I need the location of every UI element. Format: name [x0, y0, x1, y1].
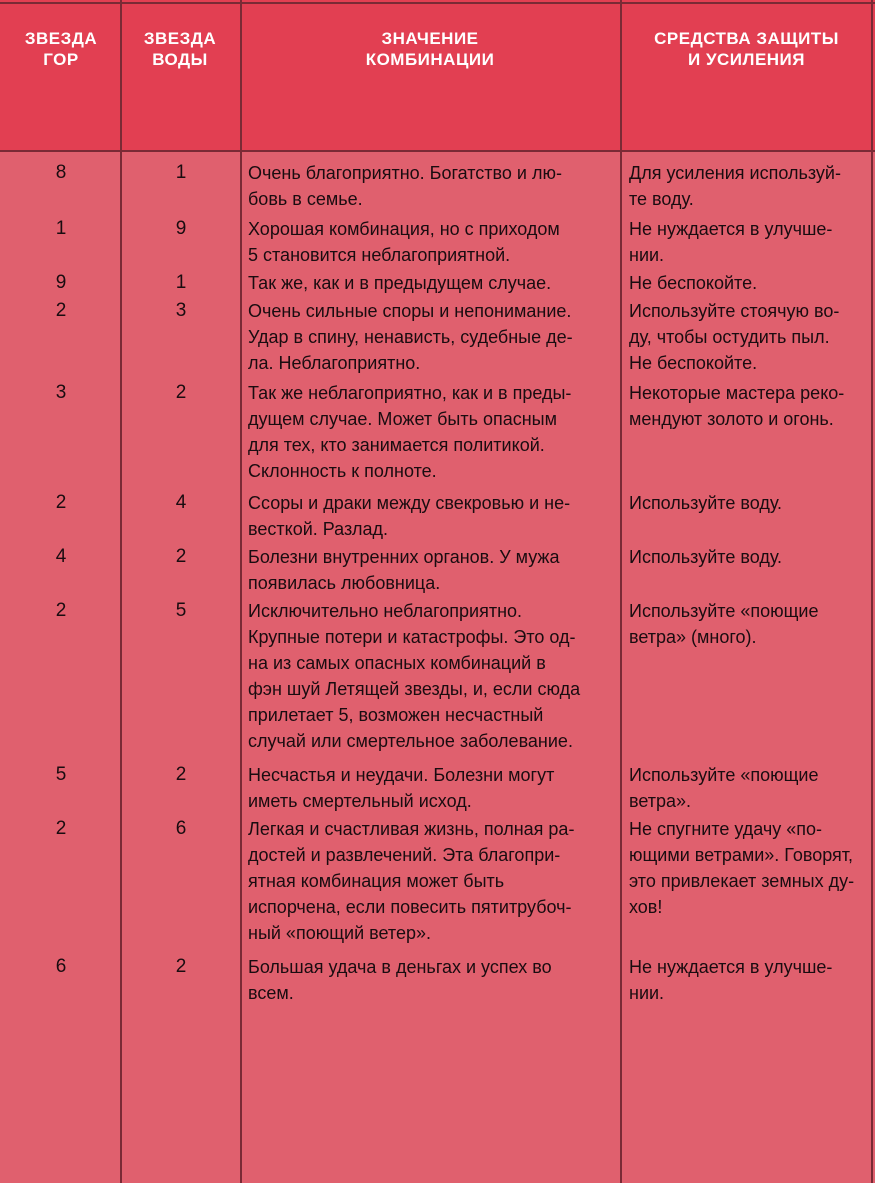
- meaning-line: ятная комбинация может быть: [248, 871, 505, 891]
- remedy-line: это привлекает земных ду-: [629, 871, 855, 891]
- remedy-text: [629, 816, 869, 920]
- table-header: [0, 0, 875, 150]
- meaning-line: Очень сильные споры и непонимание.: [248, 301, 572, 321]
- remedy-text: [629, 954, 869, 1006]
- header-water-star: ЗВЕЗДА ВОДЫ: [143, 29, 217, 69]
- meaning-line: Несчастья и неудачи. Болезни могут: [248, 765, 555, 785]
- combination-meaning: [248, 380, 610, 484]
- header-mountain-star: ЗВЕЗДА ГОР: [24, 29, 98, 69]
- header-combination-meaning: ЗНАЧЕНИЕ КОМБИНАЦИИ: [365, 29, 495, 69]
- water-star-value: 2: [175, 956, 187, 977]
- meaning-line: бовь в семье.: [248, 189, 363, 209]
- meaning-line: появилась любовница.: [248, 573, 441, 593]
- remedy-line: Не нуждается в улучше-: [629, 219, 833, 239]
- remedy-line: Не беспокойте.: [629, 273, 758, 293]
- mountain-star-value: 5: [55, 764, 67, 785]
- combination-meaning: [248, 816, 610, 946]
- combination-meaning: [248, 544, 610, 596]
- remedy-line: хов!: [629, 897, 663, 917]
- mountain-star-value: 2: [55, 300, 67, 321]
- remedy-line: те воду.: [629, 189, 694, 209]
- remedy-line: мендуют золото и огонь.: [629, 409, 834, 429]
- mountain-star-value: 1: [55, 218, 67, 239]
- mountain-star-value: 2: [55, 818, 67, 839]
- combination-meaning: [248, 160, 610, 212]
- meaning-line: иметь смертельный исход.: [248, 791, 472, 811]
- remedy-line: Для усиления используй-: [629, 163, 841, 183]
- water-star-value: 2: [175, 764, 187, 785]
- meaning-line: всем.: [248, 983, 294, 1003]
- meaning-line: испорчена, если повесить пятитрубоч-: [248, 897, 572, 917]
- meaning-line: Ссоры и драки между свекровью и не-: [248, 493, 571, 513]
- meaning-line: Крупные потери и катастрофы. Это од-: [248, 627, 576, 647]
- remedy-text: [629, 160, 869, 212]
- header-bottom-border: [0, 150, 875, 152]
- meaning-line: на из самых опасных комбинаций в: [248, 653, 546, 673]
- remedy-line: ду, чтобы остудить пыл.: [629, 327, 830, 347]
- mountain-star-value: 4: [55, 546, 67, 567]
- meaning-line: Так же, как и в предыдущем случае.: [248, 273, 552, 293]
- mountain-star-value: 2: [55, 492, 67, 513]
- mountain-star-value: 9: [55, 272, 67, 293]
- water-star-value: 4: [175, 492, 187, 513]
- column-divider: [240, 0, 242, 1183]
- header-remedies: СРЕДСТВА ЗАЩИТЫ И УСИЛЕНИЯ: [654, 29, 839, 69]
- meaning-line: прилетает 5, возможен несчастный: [248, 705, 544, 725]
- remedy-line: Используйте «поющие: [629, 601, 819, 621]
- meaning-line: Исключительно неблагоприятно.: [248, 601, 523, 621]
- meaning-line: фэн шуй Летящей звезды, и, если сюда: [248, 679, 581, 699]
- remedy-line: Некоторые мастера реко-: [629, 383, 845, 403]
- water-star-value: 2: [175, 546, 187, 567]
- meaning-line: Легкая и счастливая жизнь, полная ра-: [248, 819, 575, 839]
- remedy-line: Не нуждается в улучше-: [629, 957, 833, 977]
- meaning-line: дущем случае. Может быть опасным: [248, 409, 557, 429]
- meaning-line: Очень благоприятно. Богатство и лю-: [248, 163, 562, 183]
- remedy-line: Не спугните удачу «по-: [629, 819, 823, 839]
- remedy-text: [629, 544, 869, 570]
- column-divider: [620, 0, 622, 1183]
- meaning-line: Болезни внутренних органов. У мужа: [248, 547, 560, 567]
- remedy-line: Используйте «поющие: [629, 765, 819, 785]
- remedy-line: ющими ветрами». Говорят,: [629, 845, 854, 865]
- meaning-line: Так же неблагоприятно, как и в преды-: [248, 383, 572, 403]
- remedy-text: [629, 270, 869, 296]
- water-star-value: 9: [175, 218, 187, 239]
- remedy-text: [629, 598, 869, 650]
- combination-meaning: [248, 954, 610, 1006]
- mountain-star-value: 6: [55, 956, 67, 977]
- water-star-value: 1: [175, 162, 187, 183]
- remedy-text: [629, 298, 869, 376]
- water-star-value: 5: [175, 600, 187, 621]
- meaning-line: ный «поющий ветер».: [248, 923, 431, 943]
- combination-meaning: [248, 216, 610, 268]
- mountain-star-value: 2: [55, 600, 67, 621]
- water-star-value: 2: [175, 382, 187, 403]
- remedy-line: ветра».: [629, 791, 692, 811]
- meaning-line: ла. Неблагоприятно.: [248, 353, 421, 373]
- meaning-line: случай или смертельное заболевание.: [248, 731, 573, 751]
- remedy-line: ветра» (много).: [629, 627, 757, 647]
- remedy-line: нии.: [629, 245, 665, 265]
- water-star-value: 3: [175, 300, 187, 321]
- water-star-value: 1: [175, 272, 187, 293]
- meaning-line: весткой. Разлад.: [248, 519, 389, 539]
- water-star-value: 6: [175, 818, 187, 839]
- combination-meaning: [248, 298, 610, 376]
- meaning-line: Большая удача в деньгах и успех во: [248, 957, 552, 977]
- remedy-text: [629, 490, 869, 516]
- meaning-line: Удар в спину, ненависть, судебные де-: [248, 327, 573, 347]
- combination-meaning: [248, 270, 610, 296]
- meaning-line: Хорошая комбинация, но с приходом: [248, 219, 560, 239]
- remedy-line: Не беспокойте.: [629, 353, 758, 373]
- meaning-line: достей и развлечений. Эта благопри-: [248, 845, 561, 865]
- remedy-line: нии.: [629, 983, 665, 1003]
- combination-meaning: [248, 762, 610, 814]
- mountain-star-value: 8: [55, 162, 67, 183]
- table-top-border: [0, 2, 875, 4]
- remedy-line: Используйте воду.: [629, 493, 783, 513]
- remedy-text: [629, 762, 869, 814]
- combination-meaning: [248, 598, 610, 754]
- mountain-star-value: 3: [55, 382, 67, 403]
- meaning-line: Склонность к полноте.: [248, 461, 437, 481]
- combination-meaning: [248, 490, 610, 542]
- column-divider: [871, 0, 873, 1183]
- remedy-line: Используйте стоячую во-: [629, 301, 840, 321]
- meaning-line: для тех, кто занимается политикой.: [248, 435, 545, 455]
- remedy-text: [629, 380, 869, 432]
- remedy-line: Используйте воду.: [629, 547, 783, 567]
- remedy-text: [629, 216, 869, 268]
- meaning-line: 5 становится неблагоприятной.: [248, 245, 511, 265]
